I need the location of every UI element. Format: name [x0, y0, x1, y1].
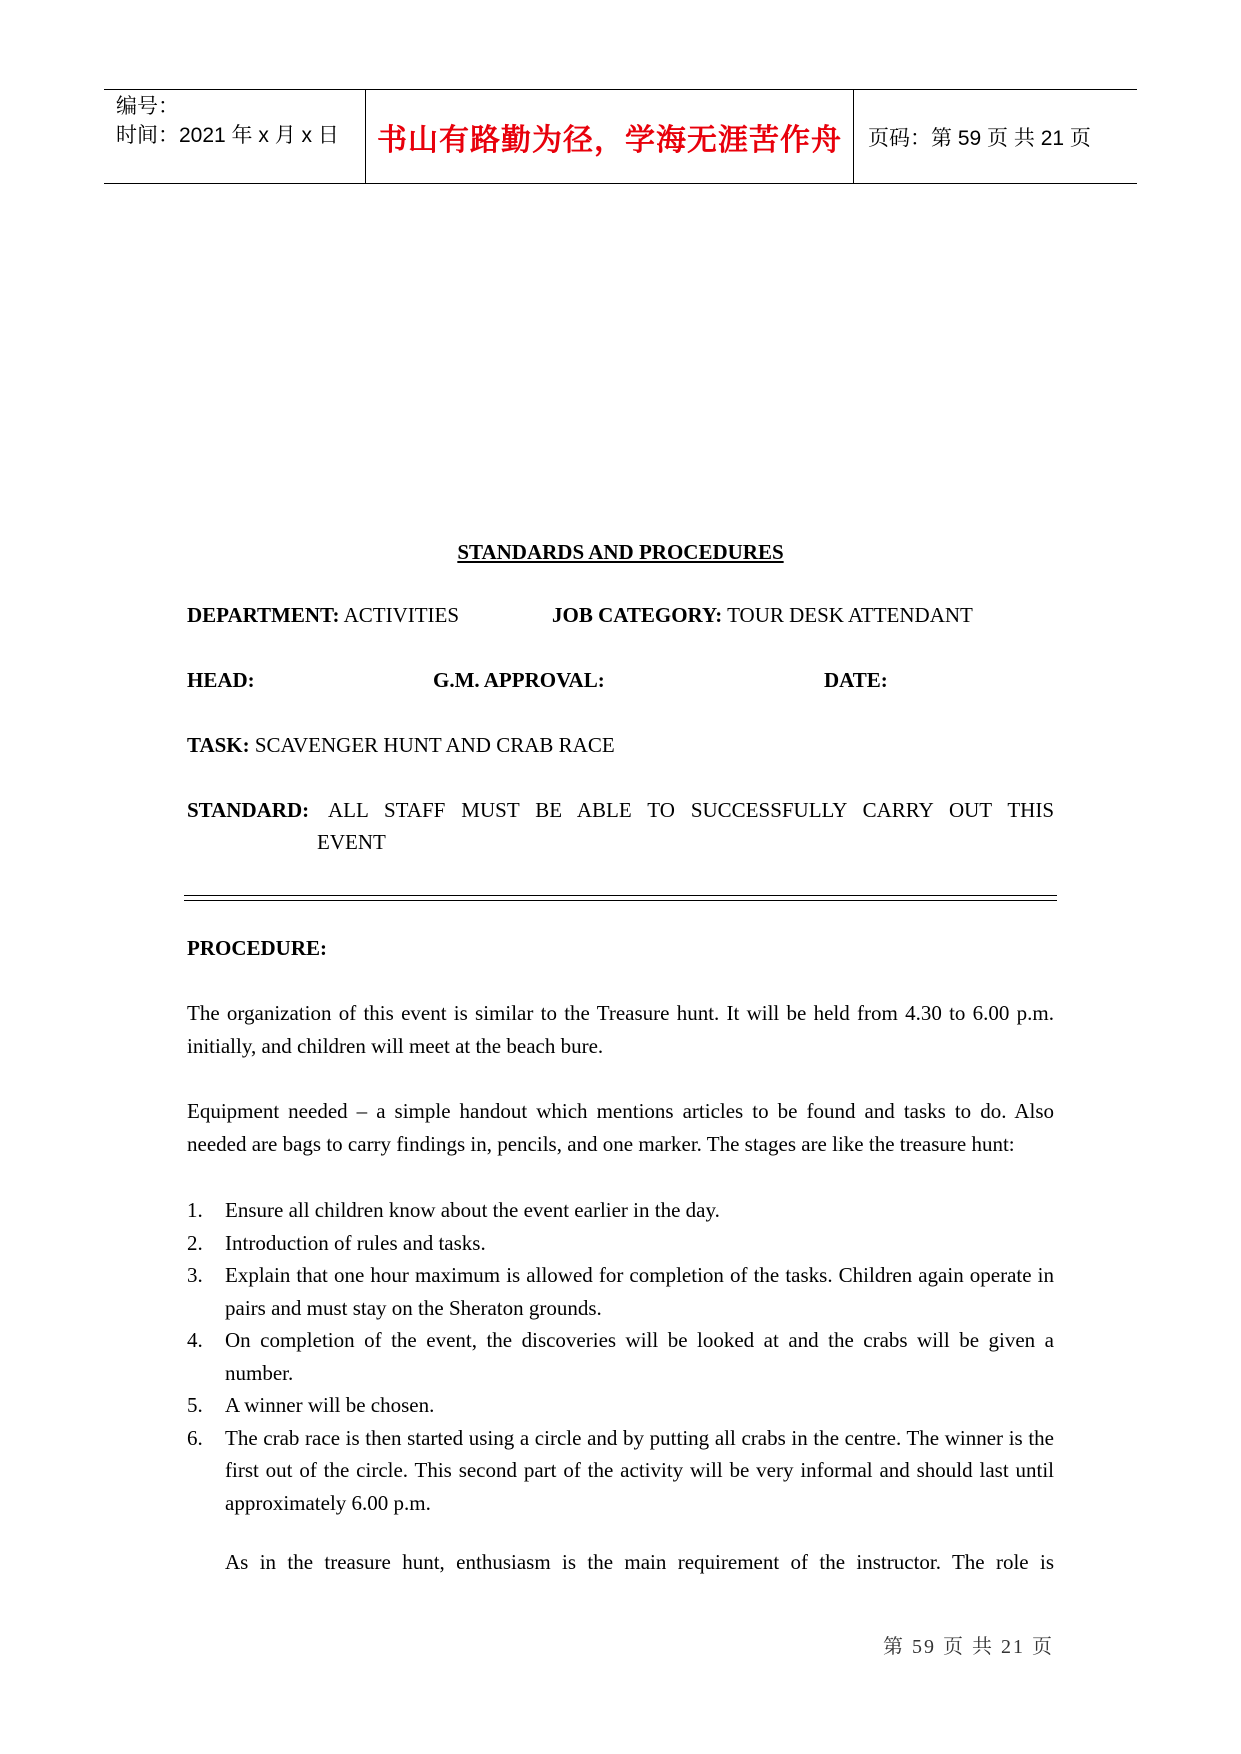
closing-paragraph: As in the treasure hunt, enthusiasm is the main requirement of the instructor. The role is	[225, 1550, 1054, 1574]
section-divider	[184, 895, 1057, 901]
date-label: DATE:	[824, 668, 888, 692]
list-item: 3. Explain that one hour maximum is allowed for completion of the tasks. Children again operate in pairs and must stay on the Sheraton grounds.	[187, 1263, 1054, 1320]
document-time-label: 时间：2021 年 x 月 x 日	[116, 124, 339, 147]
standard-label: STANDARD:	[187, 798, 310, 822]
department-label: DEPARTMENT:	[187, 603, 340, 627]
page-footer: 第 59 页 共 21 页	[883, 1636, 1054, 1658]
list-item: 6. The crab race is then started using a circle and by putting all crabs in the centre. The winner is the first out of the circle. This second part of the activity will be very informal and should last until approximately 6.00 p.m.	[187, 1425, 1054, 1515]
header-motto: 书山有路勤为径，学海无涯苦作舟	[366, 90, 854, 183]
list-item: 2. Introduction of rules and tasks.	[187, 1230, 486, 1255]
job-category-field	[552, 603, 973, 628]
gm-approval-label: G.M. APPROVAL:	[433, 668, 605, 692]
list-item: 1. Ensure all children know about the event earlier in the day.	[187, 1198, 720, 1222]
procedure-steps-list	[187, 1194, 1054, 1519]
document-number-label: 编号：	[116, 95, 179, 118]
intro-paragraph: The organization of this event is similar to the Treasure hunt. It will be held from 4.30 to 6.00 p.m. initially, and children will meet at the beach bure.	[187, 1001, 1054, 1058]
job-category-value: TOUR DESK ATTENDANT	[722, 603, 973, 627]
standard-text-line2: EVENT	[317, 830, 386, 854]
header-meta-cell	[104, 90, 366, 183]
task-label: TASK:	[187, 733, 250, 757]
task-value: SCAVENGER HUNT AND CRAB RACE	[249, 733, 615, 757]
page-header	[104, 89, 1137, 184]
task-field	[187, 733, 615, 758]
job-category-label: JOB CATEGORY:	[552, 603, 723, 627]
equipment-paragraph: Equipment needed – a simple handout which mentions articles to be found and tasks to do. Also needed are bags to carry findings in, pencils, and one marker. The stages are like the treasure hunt:	[187, 1099, 1054, 1156]
document-title: STANDARDS AND PROCEDURES	[457, 540, 784, 564]
department-field	[187, 603, 459, 628]
header-page-label: 页码：第 59 页 共 21 页	[868, 126, 1091, 150]
department-value: ACTIVITIES	[339, 603, 460, 627]
head-label: HEAD:	[187, 668, 255, 692]
procedure-heading: PROCEDURE:	[187, 936, 327, 960]
list-item: 5. A winner will be chosen.	[187, 1393, 435, 1417]
list-item: 4. On completion of the event, the discoveries will be looked at and the crabs will be given a number.	[187, 1328, 1054, 1385]
standard-text-line1: ALL STAFF MUST BE ABLE TO SUCCESSFULLY CARRY OUT THIS	[328, 798, 1054, 822]
